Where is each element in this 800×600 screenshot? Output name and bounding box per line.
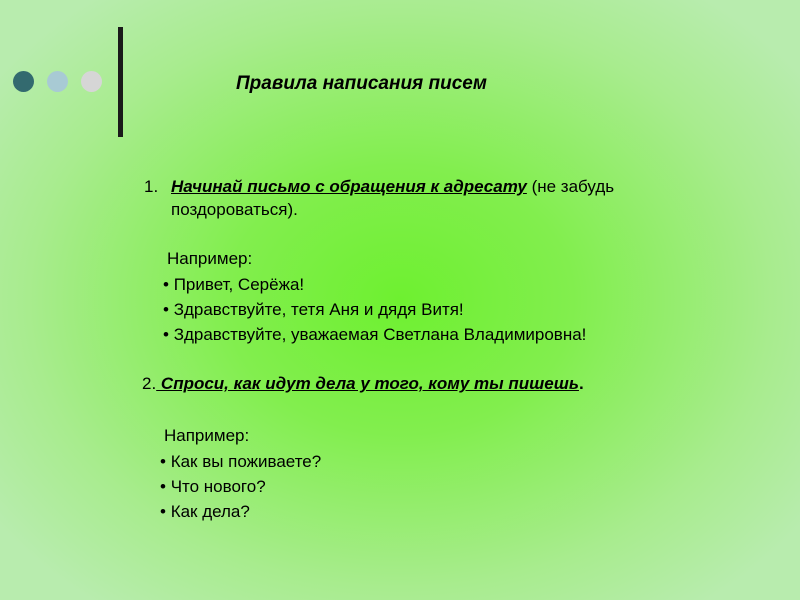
rule-1-examples	[163, 246, 586, 347]
rule-2-rest: .	[578, 374, 584, 393]
dot-light-blue	[47, 71, 68, 92]
bullet-icon: •	[160, 477, 166, 496]
rule-1-number: 1.	[144, 177, 159, 196]
rule-1-emphasis: Начинай письмо с обращения к адресату	[171, 177, 527, 196]
title-divider-line	[118, 27, 123, 137]
rule-2-emphasis: Спроси, как идут дела у того, кому ты пишешь	[156, 374, 579, 393]
slide-title: Правила написания писем	[236, 73, 487, 94]
rule-1-text	[171, 175, 744, 221]
rule-1	[144, 175, 744, 221]
bullet-icon: •	[160, 452, 166, 471]
rule-2-number: 2.	[142, 374, 157, 393]
list-item: • Как дела?	[160, 502, 250, 521]
rule-2-example-heading: Например:	[164, 426, 250, 445]
rule-1-rest: (не забудь поздороваться).	[171, 177, 615, 219]
list-item: • Как вы поживаете?	[160, 452, 322, 471]
list-item: • Привет, Серёжа!	[163, 275, 305, 294]
list-item: • Здравствуйте, тетя Аня и дядя Витя!	[163, 300, 464, 319]
dot-dark	[13, 71, 34, 92]
bullet-icon: •	[163, 300, 169, 319]
bullet-icon: •	[160, 502, 166, 521]
bullet-icon: •	[163, 325, 169, 344]
dot-gray	[81, 71, 102, 92]
list-item: • Здравствуйте, уважаемая Светлана Владимировна!	[163, 325, 587, 344]
list-item: • Что нового?	[160, 477, 266, 496]
rule-1-example-heading: Например:	[167, 249, 253, 268]
rule-2	[142, 374, 792, 394]
bullet-icon: •	[163, 275, 169, 294]
rule-2-examples	[160, 423, 321, 524]
